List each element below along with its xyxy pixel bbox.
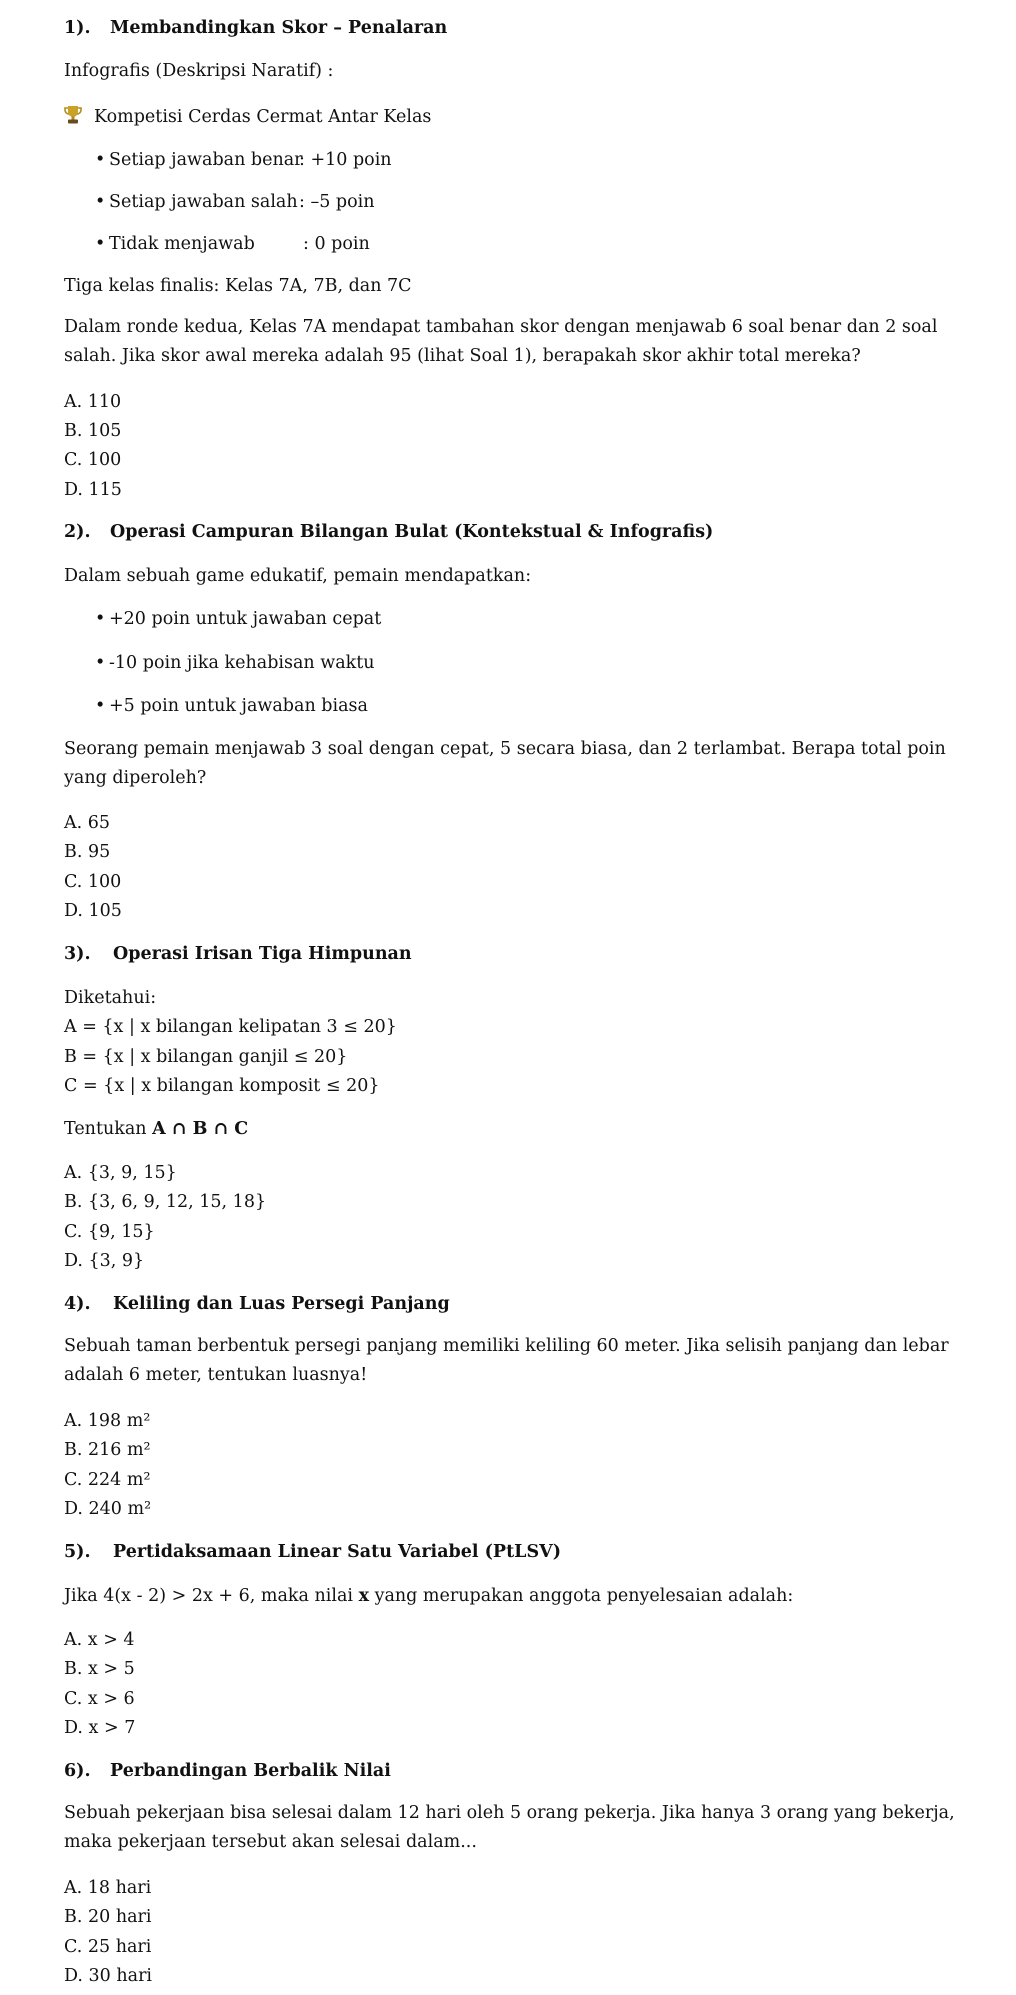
q3-prompt: Tentukan A ∩ B ∩ C xyxy=(64,1119,249,1139)
q2-heading xyxy=(64,520,713,544)
bullet: • xyxy=(95,192,106,212)
q5-number: 5). xyxy=(64,1542,91,1562)
q6-title: Perbandingan Berbalik Nilai xyxy=(110,1761,391,1781)
q1-infographic-title xyxy=(64,105,431,129)
q4-option-c: C. 224 m² xyxy=(64,1470,151,1490)
q1-option-d: D. 115 xyxy=(64,480,122,500)
q6-option-a: A. 18 hari xyxy=(64,1878,152,1898)
q6-question: Sebuah pekerjaan bisa selesai dalam 12 hari oleh 5 orang pekerja. Jika hanya 3 orang yang bekerja, maka pekerjaan tersebut akan selesai dalam... xyxy=(64,1803,955,1852)
q4-title: Keliling dan Luas Persegi Panjang xyxy=(113,1294,450,1314)
q6-heading xyxy=(64,1759,391,1783)
bullet: • xyxy=(95,609,106,629)
q5-option-a: A. x > 4 xyxy=(64,1630,135,1650)
q1-option-b: B. 105 xyxy=(64,421,122,441)
bullet: • xyxy=(95,696,106,716)
q2-option-c: C. 100 xyxy=(64,872,122,892)
q1-rule-1: • Setiap jawaban benar: +10 poin xyxy=(95,150,392,170)
q5-option-d: D. x > 7 xyxy=(64,1718,136,1738)
q3-option-b: B. {3, 6, 9, 12, 15, 18} xyxy=(64,1192,267,1212)
q4-option-a: A. 198 m² xyxy=(64,1411,151,1431)
q6-number: 6). xyxy=(64,1761,91,1781)
bullet: • xyxy=(95,653,106,673)
q2-bullet-3: • +5 poin untuk jawaban biasa xyxy=(95,696,368,716)
q1-number: 1). xyxy=(64,18,91,38)
q3-option-c: C. {9, 15} xyxy=(64,1222,155,1242)
q4-heading xyxy=(64,1292,450,1316)
q3-heading xyxy=(64,942,412,966)
q6-option-c: C. 25 hari xyxy=(64,1937,152,1957)
bullet: • xyxy=(95,150,106,170)
q3-title: Operasi Irisan Tiga Himpunan xyxy=(113,944,412,964)
q2-number: 2). xyxy=(64,522,91,542)
q2-option-a: A. 65 xyxy=(64,813,111,833)
q1-title: Membandingkan Skor – Penalaran xyxy=(110,18,448,38)
q2-bullet-1: • +20 poin untuk jawaban cepat xyxy=(95,609,382,629)
q4-option-d: D. 240 m² xyxy=(64,1499,152,1519)
q6-option-b: B. 20 hari xyxy=(64,1907,152,1927)
q2-question: Seorang pemain menjawab 3 soal dengan cepat, 5 secara biasa, dan 2 terlambat. Berapa total poin yang diperoleh? xyxy=(64,739,946,788)
bullet: • xyxy=(95,234,106,254)
q5-option-c: C. x > 6 xyxy=(64,1689,135,1709)
q2-title: Operasi Campuran Bilangan Bulat (Kontekstual & Infografis) xyxy=(110,522,714,542)
q3-set-b: B = {x | x bilangan ganjil ≤ 20} xyxy=(64,1047,348,1067)
q2-bullet-2: • -10 poin jika kehabisan waktu xyxy=(95,653,375,673)
q3-set-c: C = {x | x bilangan komposit ≤ 20} xyxy=(64,1076,380,1096)
q3-expression: A ∩ B ∩ C xyxy=(152,1119,249,1139)
q2-option-d: D. 105 xyxy=(64,901,122,921)
q5-variable: x xyxy=(358,1586,370,1606)
q3-number: 3). xyxy=(64,944,91,964)
q1-option-c: C. 100 xyxy=(64,450,122,470)
q2-intro: Dalam sebuah game edukatif, pemain mendapatkan: xyxy=(64,566,532,586)
q3-set-a: A = {x | x bilangan kelipatan 3 ≤ 20} xyxy=(64,1017,397,1037)
trophy-icon xyxy=(64,105,94,132)
q1-question: Dalam ronde kedua, Kelas 7A mendapat tambahan skor dengan menjawab 6 soal benar dan 2 soal salah. Jika skor awal mereka adalah 95 (lihat Soal 1), berapakah skor akhir total mereka? xyxy=(64,317,938,366)
q1-finalists: Tiga kelas finalis: Kelas 7A, 7B, dan 7C xyxy=(64,276,412,296)
q4-question: Sebuah taman berbentuk persegi panjang memiliki keliling 60 meter. Jika selisih panjang dan lebar adalah 6 meter, tentukan luasnya! xyxy=(64,1336,949,1385)
q2-option-b: B. 95 xyxy=(64,842,111,862)
q1-infographic-title-text: Kompetisi Cerdas Cermat Antar Kelas xyxy=(94,107,432,127)
q6-option-d: D. 30 hari xyxy=(64,1966,153,1986)
q1-heading xyxy=(64,16,447,40)
q5-heading xyxy=(64,1540,561,1564)
q1-rule-3: • Tidak menjawab : 0 poin xyxy=(95,234,370,254)
q1-option-a: A. 110 xyxy=(64,392,122,412)
q1-intro: Infografis (Deskripsi Naratif) : xyxy=(64,61,334,81)
q5-option-b: B. x > 5 xyxy=(64,1659,135,1679)
q4-option-b: B. 216 m² xyxy=(64,1440,151,1460)
q3-given: Diketahui: xyxy=(64,988,157,1008)
q3-option-d: D. {3, 9} xyxy=(64,1251,145,1271)
q5-question: Jika 4(x - 2) > 2x + 6, maka nilai x yang merupakan anggota penyelesaian adalah: xyxy=(64,1586,794,1606)
q4-number: 4). xyxy=(64,1294,91,1314)
q1-rule-2: • Setiap jawaban salah: –5 poin xyxy=(95,192,375,212)
q3-option-a: A. {3, 9, 15} xyxy=(64,1163,177,1183)
q5-title: Pertidaksamaan Linear Satu Variabel (PtLSV) xyxy=(113,1542,561,1562)
